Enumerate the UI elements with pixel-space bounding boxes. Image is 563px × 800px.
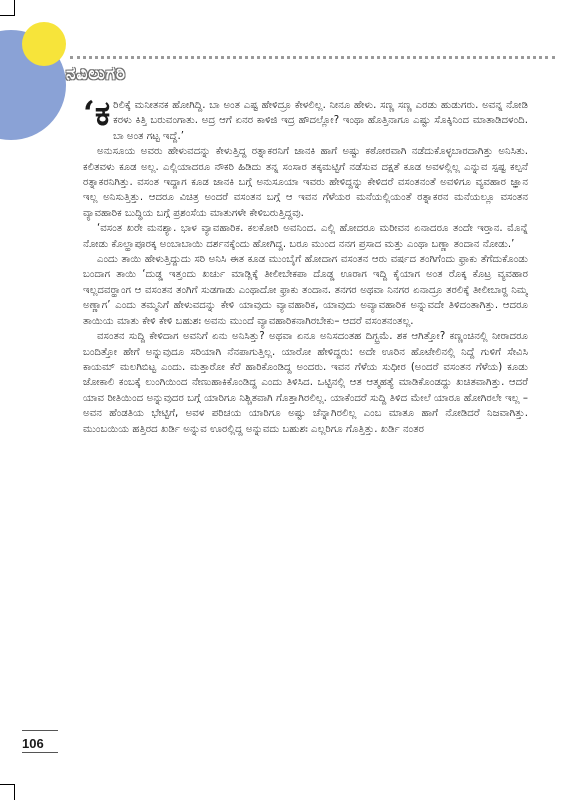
article-body <box>83 98 528 736</box>
paragraph: ವಸಂತನ ಸುದ್ದಿ ಕೇಳಿದಾಗ ಅವನಿಗೆ ಏನು ಅನಿಸಿತ್ತು? ಅಥವಾ ಏನೂ ಅನಿಸದಂತಹ ದಿಗ್ಭ್ರಮೆ. ಶಕ ಆಗಿತ್ತೋ? ಕಣ್ಣಂಚಿನಲ್ಲಿ ನೀರಾದರೂ ಬಂದಿತ್ತೋ ಹೇಗೆ ಅನ್ನುವುದೂ ಸರಿಯಾಗಿ ನೆನಪಾಗುತ್ತಿಲ್ಲ. ಯಾರೋ ಹೇಳಿದ್ದರು: ಅದೇ ಊರಿನ ಹೊಟೇಲಿನಲ್ಲಿ ನಿದ್ದೆ ಗುಳಿಗೆ ಸೇವಿಸಿ ಕಾಯಮ್ ಮಲಗಿಬಿಟ್ಟ ಎಂದು. ಮತ್ತಾರೋ ಕೆರೆ ಹಾರಿಕೊಂಡಿದ್ದ ಅಂದರು. ಇವನ ಗೆಳೆಯ ಸುಧೀರ (ಅಂದರೆ ವಸಂತನ ಗೆಳೆಯ) ಕೂಡು ಜೋಕಾಲಿ ಕಂಬಕ್ಕೆ ಲುಂಗಿಯಿಂದ ನೇಣುಹಾಕಿಕೊಂಡಿದ್ದ ಎಂದು ತಿಳಿಸಿದ. ಒಟ್ಟಿನಲ್ಲಿ ಆತ ಆತ್ಮಹತ್ಯೆ ಮಾಡಿಕೊಂಡದ್ದು ಖಚಿತವಾಗಿತ್ತು. ಆದರೆ ಯಾವ ರೀತಿಯಿಂದ ಅನ್ನುವುದರ ಬಗ್ಗೆ ಯಾರಿಗೂ ನಿಶ್ಚಿತವಾಗಿ ಗೊತ್ತಾಗಿರಲಿಲ್ಲ. ಯಾಕೆಂದರೆ ಸುದ್ದಿ ತಿಳಿದ ಮೇಲೆ ಯಾರೂ ಹೋಗಿರಲೇ ಇಲ್ಲ – ಅವನ ಹೆಂಡತಿಯ ಭೇಟ್ಟಿಗೆ, ಅವಳ ಪರಿಚಯ ಯಾರಿಗೂ ಅಷ್ಟು ಚೆನ್ನಾಗಿರಲಿಲ್ಲ ಎಂಬ ಮಾತೂ ಹಾಗೆ ನೋಡಿದರೆ ನಿಜವಾಗಿತ್ತು. ಮುಂಬಯಿಯ ಹತ್ತಿರದ ಖರ್ಡಿ ಅನ್ನುವ ಊರಲ್ಲಿದ್ದ ಅನ್ನುವದು ಬಹುಶಃ ಎಲ್ಲರಿಗೂ ಗೊತ್ತಿತ್ತು. ಖರ್ಡಿ ನಂತರ <box>83 331 528 435</box>
decorative-yellow-circle <box>22 22 66 66</box>
crop-mark-top <box>14 0 15 16</box>
crop-mark-bottom <box>14 784 15 800</box>
paragraph: ಎಂದು ತಾಯಿ ಹೇಳುತ್ತಿದ್ದುದು ಸರಿ ಅನಿಸಿ ಈತ ಕೂಡ ಮುಂಬೈಗೆ ಹೋದಾಗ ವಸಂತನ ಆರು ವರ್ಷದ ತಂಗಿಗೆಂದು ಫ್ರಾಕು ತೆಗೆದುಕೊಂಡು ಬಂದಾಗ ತಾಯಿ ‘ದುಡ್ಡ ಇತ್ತಂದು ಖರ್ಚು ಮಾಡ್ಲಿಕ್ಕೆ ತೀಲೀಬೇಕಪಾ ದೊಡ್ಡ ಊರಾಗ ಇದ್ದಿ ಕೈಯಾಗ ಅಂತ ರೊಕ್ಕ ಕೊಟ್ರ ವ್ಯವಹಾರ ಇಲ್ಲದವರ್‍ಹಾಂಗ ಆ ವಸಂತನ ತಂಗಿಗೆ ಸುಡಗಾಡು ಎಂಥಾದೋ ಫ್ರಾಕು ತಂದಾನ. ತನಗರ ಅಥವಾ ನಿನಗರ ಏನಾದ್ರೂ ತರಲಿಕ್ಕೆ ತೀಲೀಬಾರ್‍ದ ನಿಮ್ಮ ಅಣ್ಣಾಗ’ ಎಂದು ತಮ್ಮನಿಗೆ ಹೇಳುವದನ್ನು ಕೇಳಿ ಯಾವುದು ವ್ಯಾವಹಾರಿಕ, ಯಾವುದು ಅವ್ಯಾವಹಾರಿಕ ಅನ್ನುವದೇ ತಿಳಿದಂತಾಗಿತ್ತು. ಆದರೂ ತಾಯಿಯ ಮಾತು ಕೇಳಿ ಕೇಳಿ ಬಹುಶಃ ಅವನು ಮುಂದೆ ವ್ಯಾವಹಾರಿಕನಾಗಿರಬೇಕು– ಆದರೆ ವಸಂತನಂತಲ್ಲ. <box>83 254 528 327</box>
opening-paragraph <box>83 98 528 144</box>
crop-mark-top-horizontal <box>0 15 14 16</box>
dotted-header-rule <box>70 56 555 59</box>
crop-mark-bottom-horizontal <box>0 784 14 785</box>
page-number-rule-bottom <box>22 752 58 753</box>
paragraph: ‘ವಸಂತ ಖರೇ ಮನಶ್ಯಾ. ಭಾಳ ವ್ಯಾವಹಾರಿಕ. ಕಲಕೋರಿ ಅವನಿಂದ. ಎಲ್ಲಿ ಹೋದರೂ ಮರೀವನ ಏನಾದರೂ ತಂದೇ ಇರ್‍ತಾನ. ಮೊನ್ನೆ ನೋಡು ಕೊಲ್ಹಾಪೂರಕ್ಕ ಅಂಬಾಬಾಯಿ ದರ್ಶನಕ್ಕೆಂದು ಹೋಗಿದ್ದ. ಬರೂ ಮುಂದ ನನಗ ಪ್ರಸಾದ ಮತ್ತು ಎಂಥಾ ಬಣ್ಣಾ ತಂದಾನ ನೋಡು.’ <box>83 223 528 250</box>
page-number-rule-top <box>22 730 58 731</box>
page-number: 106 <box>22 736 44 751</box>
section-title: ನವಿಲುಗರಿ <box>66 64 127 84</box>
drop-cap: ‘ಕ <box>83 98 111 134</box>
paragraph: ಅನುಸೂಯ ಅವರು ಹೇಳುವದನ್ನು ಕೇಳುತ್ತಿದ್ದ ರತ್ನಾಕರನಿಗೆ ಜಾನಕಿ ಹಾಗೆ ಅಷ್ಟು ಕಠೋರವಾಗಿ ನಡೆದುಕೊಳ್ಳಬಾರದಾಗಿತ್ತು ಅನಿಸಿತು. ಕಲಿತವಳು ಕೂಡ ಅಲ್ಲ. ಎಲ್ಲಿಯಾದರೂ ನೌಕರಿ ಹಿಡಿದು ತನ್ನ ಸಂಸಾರ ತಕ್ಕಮಟ್ಟಿಗೆ ನಡೆಸುವ ದಕ್ಷತೆ ಕೂಡ ಅವಳಲ್ಲಿಲ್ಲ ಎನ್ನುವ ಸ್ಪಷ್ಟ ಕಲ್ಪನೆ ರತ್ನಾಕರನಿಗಿತ್ತು. ವಸಂತ ಇದ್ದಾಗ ಕೂಡ ಜಾನಕಿ ಬಗ್ಗೆ ಅನುಸೂಯಾ ಇವರು ಹೇಳಿದ್ದನ್ನು ಕೇಳಿದರೆ ವಸಂತನಂತೆ ಅವಳಿಗೂ ವ್ಯವಹಾರ ಜ್ಞಾನ ಇಲ್ಲ ಅನಿಸುತ್ತಿತ್ತು. ಆದರೂ ವಿಚಿತ್ರ ಅಂದರೆ ವಸಂತನ ಬಗ್ಗೆ ಆ ಇವನ ಗೆಳೆಯರ ಮನೆಯಲ್ಲಿಯಂತೆ ರತ್ನಾಕರನ ಮನೆಯಲ್ಲೂ ವಸಂತನ ವ್ಯಾವಹಾರಿಕ ಬುದ್ಧಿಯ ಬಗ್ಗೆ ಪ್ರಶಂಸೆಯ ಮಾತುಗಳೇ ಕೇಳಿಬರುತ್ತಿದ್ದವು. <box>83 146 528 219</box>
opening-paragraph-text: ರಿಲಿಕ್ಕೆ ಮನೀತನಕ ಹೋಗಿದ್ದಿ. ಬಾ ಅಂತ ಎಷ್ಟ ಹೇಳಿದ್ರೂ ಕೇಳಲಿಲ್ಲ. ನೀನೂ ಹೇಳು. ಸಣ್ಣ ಸಣ್ಣ ಎರಡು ಹುಡುಗರು. ಅವನ್ನ ನೋಡಿ ಕರಳು ಕಿತ್ತಿ ಬರುವಂಗಾತು. ಅದ್ರ ಆಗೆ ಏನರ ಕಾಳಿಜಿ ಇದ್ರ ಹೌದಲ್ಲೋ? ಇಂಥಾ ಹೊತ್ತಿನಾಗೂ ಎಷ್ಟು ಸೊಕ್ಕಿನಿಂದ ಮಾತಾಡಿದಳಂದಿ. ಬಾ ಅಂತ ಗಟ್ಟ ಇದ್ದೆ.’ <box>113 100 528 142</box>
